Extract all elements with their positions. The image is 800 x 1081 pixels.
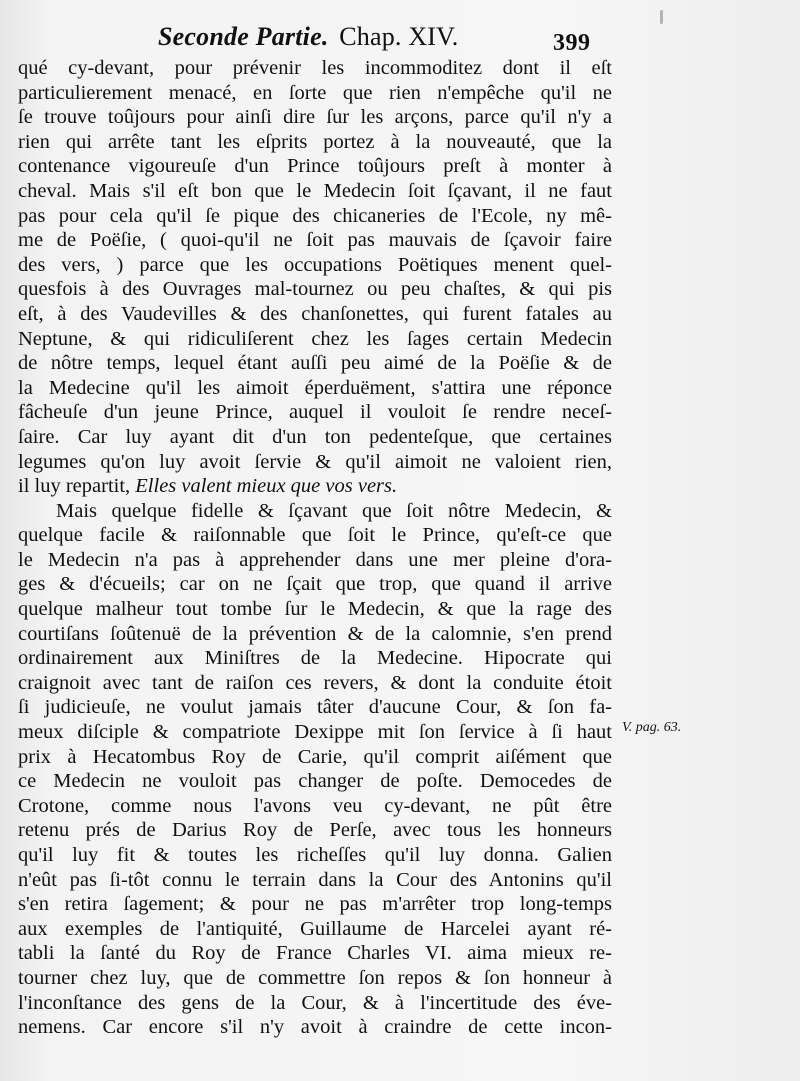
text-line: ce Medecin ne vouloit pas changer de poſte. Democedes de	[18, 770, 612, 793]
ink-speck	[660, 10, 663, 24]
text-line: craignoit avec tant de raiſon ces revers, & dont la conduite étoit	[18, 671, 612, 694]
text-line: rien qui arrête tant les eſprits portez à la nouveauté, que la	[18, 130, 612, 153]
italic-quote: Elles valent mieux que vos vers.	[135, 475, 398, 498]
text-line: nemens. Car encore s'il n'y avoit à craindre de cette incon-	[18, 1016, 612, 1039]
text-line: de nôtre temps, lequel étant auſſi peu aimé de la Poëſie & de	[18, 352, 612, 375]
text-line: qué cy-devant, pour prévenir les incommoditez dont il eſt	[18, 57, 612, 79]
text-line: n'eût pas ſi-tôt connu le terrain dans la Cour des Antonins qu'il	[18, 868, 612, 891]
chapter-label: Chap. XIV.	[339, 22, 459, 51]
text-line: quelque malheur tout tombe ſur le Medecin, & que la rage des	[18, 598, 612, 621]
text-line: Neptune, & qui ridiculiſerent chez les ſages certain Medecin	[18, 327, 612, 350]
text-line: quelque facile & raiſonnable que ſoit le Prince, qu'eſt-ce que	[18, 524, 612, 547]
text-line: particulierement menacé, en ſorte que rien n'empêche qu'il ne	[18, 81, 612, 104]
text-line: ges & d'écueils; car on ne ſçait que trop, que quand il arrive	[18, 573, 612, 596]
text-line: prix à Hecatombus Roy de Carie, qu'il comprit aiſément que	[18, 745, 612, 768]
text-line: ſi judicieuſe, ne voulut jamais tâter d'aucune Cour, & ſon fa-	[18, 696, 612, 719]
text-line: ſaire. Car luy ayant dit d'un ton pedenteſque, que certaines	[18, 425, 612, 448]
text-line: courtiſans ſoûtenuë de la prévention & de la calomnie, s'en prend	[18, 622, 612, 645]
text-line: tabli la ſanté du Roy de France Charles VI. aima mieux re-	[18, 942, 612, 965]
text-line: des vers, ) parce que les occupations Poëtiques menent quel-	[18, 253, 612, 276]
text-line: pas pour cela qu'il ſe pique des chicaneries de l'Ecole, ny mê-	[18, 204, 612, 227]
body-text	[18, 56, 612, 1040]
text-line-with-quote	[18, 474, 612, 499]
text-line: la Medecine qu'il les aimoit éperduëment, s'attira une réponce	[18, 376, 612, 399]
text-line: cheval. Mais s'il eſt bon que le Medecin ſoit ſçavant, il ne faut	[18, 179, 612, 202]
text-line: legumes qu'on luy avoit ſervie & qu'il aimoit ne valoient rien,	[18, 450, 612, 473]
margin-note: V. pag. 63.	[622, 720, 682, 735]
running-head	[158, 22, 458, 52]
text-line: fâcheuſe d'un jeune Prince, auquel il vouloit ſe rendre neceſ-	[18, 401, 612, 424]
text-line: Crotone, comme nous l'avons veu cy-devant, ne pût être	[18, 794, 612, 817]
text-line: contenance vigoureuſe d'un Prince toûjours preſt à monter à	[18, 155, 612, 178]
text-line: meux diſciple & compatriote Dexippe mit ſon ſervice à ſi haut	[18, 721, 612, 744]
text-line: me de Poëſie, ( quoi-qu'il ne ſoit pas mauvais de ſçavoir faire	[18, 229, 612, 252]
running-title: Seconde Partie.	[158, 22, 329, 51]
text-line: ordinairement aux Miniſtres de la Medecine. Hipocrate qui	[18, 647, 612, 670]
text-line: Mais quelque fidelle & ſçavant que ſoit nôtre Medecin, &	[56, 499, 612, 522]
text-line: retenu prés de Darius Roy de Perſe, avec tous les honneurs	[18, 819, 612, 842]
text-line: aux exemples de l'antiquité, Guillaume de Harcelei ayant ré-	[18, 917, 612, 940]
text-line: qu'il luy fit & toutes les richeſſes qu'il luy donna. Galien	[18, 844, 612, 866]
text-line: l'inconſtance des gens de la Cour, & à l'incertitude des éve-	[18, 991, 612, 1014]
page-number: 399	[553, 30, 591, 56]
text-line: quesfois à des Ouvrages mal-tournez ou peu chaſtes, & qui pis	[18, 278, 612, 301]
text-line: le Medecin n'a pas à apprehender dans une mer pleine d'ora-	[18, 548, 612, 571]
text-line: tourner chez luy, que de commettre ſon repos & ſon honneur à	[18, 966, 612, 989]
text-line: eſt, à des Vaudevilles & des chanſonettes, qui furent fatales au	[18, 302, 612, 325]
text-line: s'en retira ſagement; & pour ne pas m'arrêter trop long-temps	[18, 893, 612, 916]
text-line: il luy repartit,	[18, 475, 131, 498]
text-line: ſe trouve toûjours pour ainſi dire ſur les arçons, parce qu'il n'y a	[18, 106, 612, 129]
